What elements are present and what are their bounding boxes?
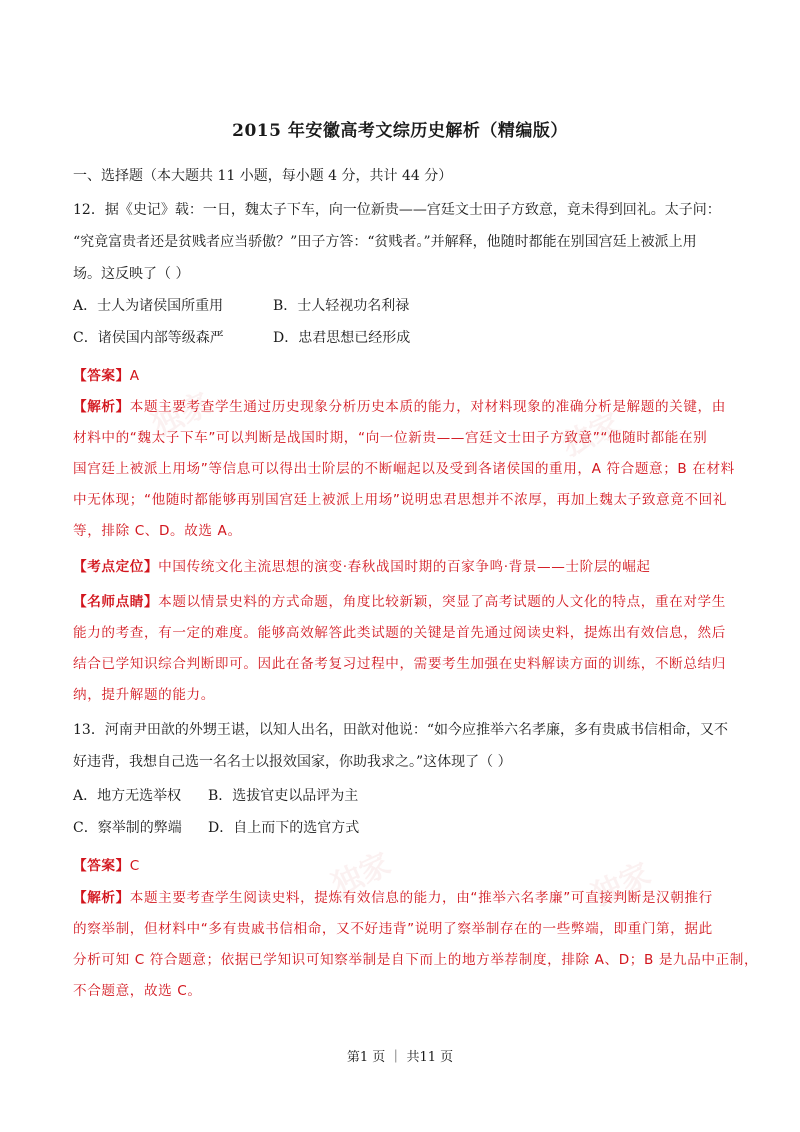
section-header: 一、选择题（本大题共 11 小题，每小题 4 分，共计 44 分） <box>73 168 453 184</box>
q12-analysis-line: 材料中的“魏太子下车”可以判断是战国时期，“向一位新贵——宫廷文士田子方致意”“他随时都能在别 <box>73 430 708 446</box>
watermark: 独家 <box>326 846 397 904</box>
q12-options-row <box>73 328 733 348</box>
q12-stem-line: “究竟富贵者还是贫贱者应当骄傲？”田子方答：“贫贱者。”并解释，他随时都能在别国宫廷上被派上用 <box>73 234 697 250</box>
analysis-tag: 【解析】 <box>73 890 130 906</box>
q13-stem-line: 好违背，我想自己选一名名士以报效国家，你助我求之。”这体现了（ ） <box>73 754 512 770</box>
q12-stem-line: 场。这反映了（ ） <box>73 266 190 282</box>
q13-option-d: D．自上而下的选官方式 <box>208 820 360 836</box>
watermark: 独家 <box>146 386 217 444</box>
q13-option-b: B．选拔官吏以品评为主 <box>208 788 359 804</box>
q12-analysis-line: 等，排除 C、D。故选 A。 <box>73 523 242 539</box>
q12-answer <box>73 366 733 386</box>
q13-options-row <box>73 818 733 838</box>
q13-analysis-line: 分析可知 C 符合题意；依据已学知识可知察举制是自下而上的地方举荐制度，排除 A、D；B 是九品中正制， <box>73 952 759 968</box>
q12-kaodian <box>73 557 733 577</box>
q12-analysis-line <box>73 397 733 417</box>
answer-tag: 【答案】 <box>73 368 130 384</box>
q13-stem-line: 13．河南尹田歆的外甥王谌，以知人出名，田歆对他说：“如今应推举六名孝廉，多有贵戚书信相命，又不 <box>73 722 728 738</box>
watermark: 独家 <box>586 856 657 914</box>
q12-options-row <box>73 296 733 316</box>
q12-mingshi-line: 结合已学知识综合判断即可。因此在备考复习过程中，需要考生加强在史料解读方面的训练，不断总结归 <box>73 656 726 672</box>
q13-option-a: A．地方无选举权 <box>73 788 182 804</box>
q13-analysis-line: 不合题意，故选 C。 <box>73 983 202 999</box>
q13-analysis-line <box>73 888 733 908</box>
analysis-tag: 【解析】 <box>73 399 130 415</box>
q12-mingshi-line: 纳，提升解题的能力。 <box>73 687 215 703</box>
analysis-text: 本题主要考查学生通过历史现象分析历史本质的能力，对材料现象的准确分析是解题的关键，由 <box>129 399 726 415</box>
answer-tag: 【答案】 <box>73 858 130 874</box>
q12-analysis-line: 国宫廷上被派上用场”等信息可以得出士阶层的不断崛起以及受到各诸侯国的重用，A 符合题意；B 在材料 <box>73 461 735 477</box>
q12-mingshi-line <box>73 592 733 612</box>
q13-options-row <box>73 786 733 806</box>
mingshi-text: 本题以情景史料的方式命题，角度比较新颖，突显了高考试题的人文化的特点，重在对学生 <box>158 594 726 610</box>
answer-value: C <box>129 858 140 874</box>
analysis-text: 本题主要考查学生阅读史料，提炼有效信息的能力，由“推举六名孝廉”可直接判断是汉朝推行 <box>129 890 713 906</box>
q12-option-a: A．士人为诸侯国所重用 <box>73 298 224 314</box>
answer-value: A <box>129 368 140 384</box>
q12-option-d: D．忠君思想已经形成 <box>273 330 411 346</box>
q12-option-c: C．诸侯国内部等级森严 <box>73 330 224 346</box>
q13-analysis-line: 的察举制，但材料中“多有贵戚书信相命，又不好违背”说明了察举制存在的一些弊端，即重门第，据此 <box>73 921 713 937</box>
q13-answer <box>73 856 733 876</box>
page-title: 2015 年安徽高考文综历史解析（精编版） <box>232 121 568 141</box>
mingshi-tag: 【名师点睛】 <box>73 594 159 610</box>
kaodian-text: 中国传统文化主流思想的演变·春秋战国时期的百家争鸣·背景——士阶层的崛起 <box>158 559 651 575</box>
watermark: 独家 <box>556 406 627 464</box>
q12-stem-line: 12．据《史记》载：一日，魏太子下车，向一位新贵——宫廷文士田子方致意，竟未得到回礼。太子问： <box>73 202 721 218</box>
q12-analysis-line: 中无体现；“他随时都能够再别国宫廷上被派上用场”说明忠君思想并不浓厚，再加上魏太子致意竟不回礼 <box>73 492 727 508</box>
q12-option-b: B．士人轻视功名利禄 <box>273 298 410 314</box>
q13-option-c: C．察举制的弊端 <box>73 820 182 836</box>
q12-mingshi-line: 能力的考查，有一定的难度。能够高效解答此类试题的关键是首先通过阅读史料，提炼出有效信息，然后 <box>73 625 726 641</box>
kaodian-tag: 【考点定位】 <box>73 559 159 575</box>
page-footer: 第1 页 ｜ 共11 页 <box>346 1050 454 1065</box>
